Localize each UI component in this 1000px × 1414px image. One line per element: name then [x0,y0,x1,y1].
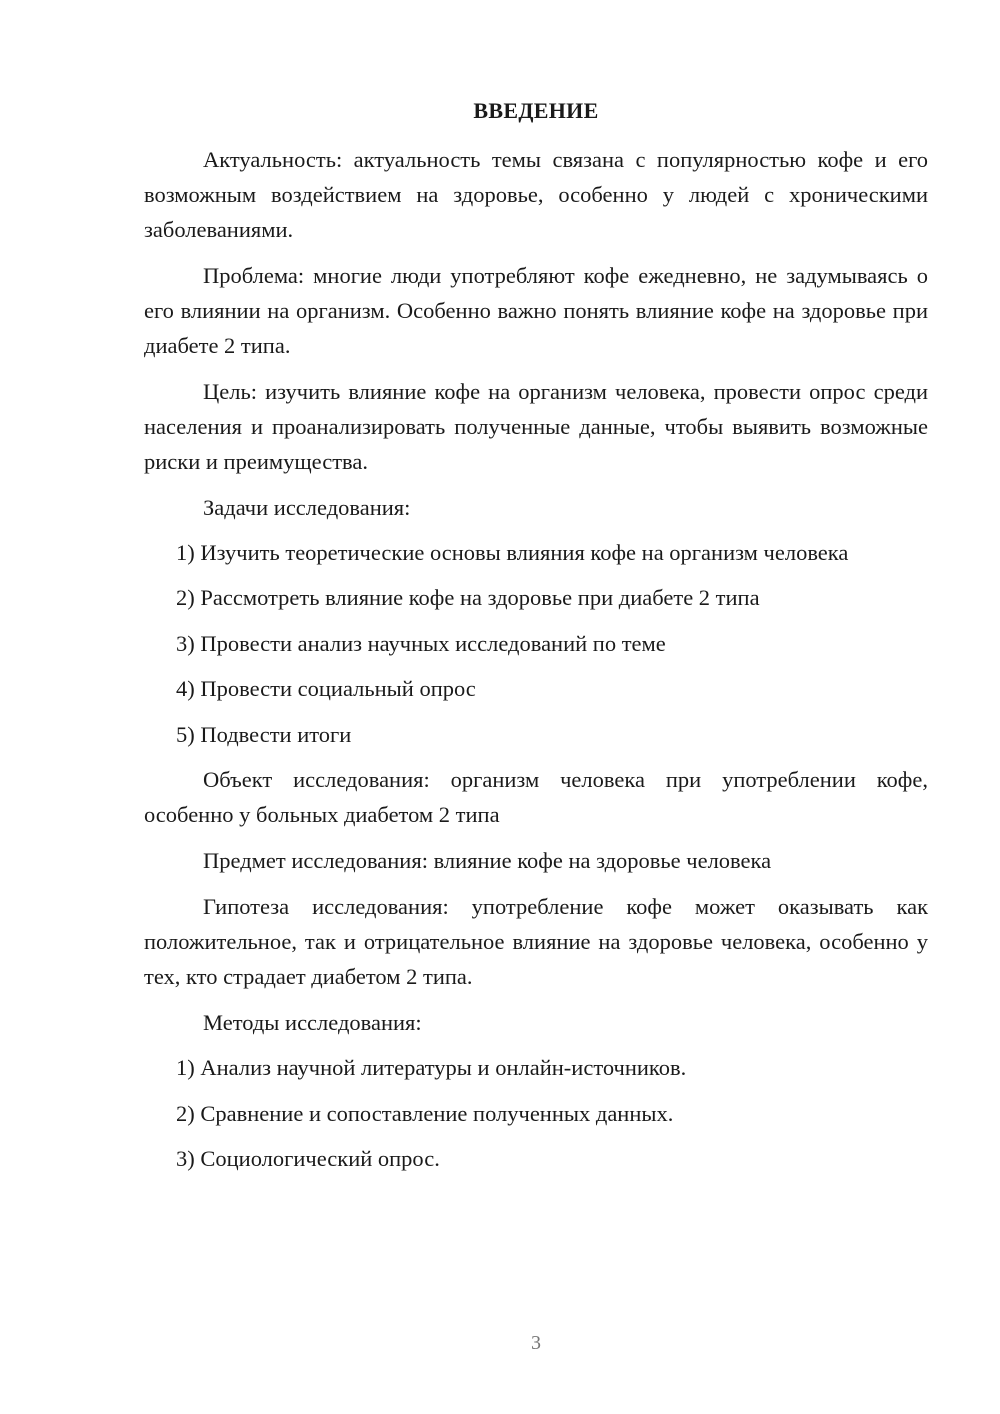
problem-paragraph: Проблема: многие люди употребляют кофе ежедневно, не задумываясь о его влиянии на организм. Особенно важно понять влияние кофе на здоровье при диабете 2 типа. [144,263,928,358]
task-item-2: 2) Рассмотреть влияние кофе на здоровье при диабете 2 типа [176,585,760,610]
object-paragraph: Объект исследования: организм человека при употреблении кофе, особенно у больных диабетом 2 типа [144,767,928,827]
hypothesis-paragraph: Гипотеза исследования: употребление кофе может оказывать как положительное, так и отрицательное влияние на здоровье человека, особенно у тех, кто страдает диабетом 2 типа. [144,894,928,989]
goal-paragraph: Цель: изучить влияние кофе на организм человека, провести опрос среди населения и проанализировать полученные данные, чтобы выявить возможные риски и преимущества. [144,379,928,474]
method-item-2: 2) Сравнение и сопоставление полученных данных. [176,1101,674,1126]
method-item-1: 1) Анализ научной литературы и онлайн-источников. [176,1055,687,1080]
task-item-1: 1) Изучить теоретические основы влияния кофе на организм человека [176,540,849,565]
subject-paragraph: Предмет исследования: влияние кофе на здоровье человека [203,848,772,873]
tasks-heading: Задачи исследования: [203,495,411,520]
page-title: ВВЕДЕНИЕ [473,98,599,123]
task-item-3: 3) Провести анализ научных исследований по теме [176,631,666,656]
task-item-5: 5) Подвести итоги [176,722,352,747]
task-item-4: 4) Провести социальный опрос [176,676,476,701]
document-page [144,0,928,1414]
methods-heading: Методы исследования: [203,1010,422,1035]
method-item-3: 3) Социологический опрос. [176,1146,440,1171]
relevance-paragraph: Актуальность: актуальность темы связана с популярностью кофе и его возможным воздействием на здоровье, особенно у людей с хроническими заболеваниями. [144,147,928,242]
page-number: 3 [531,1332,541,1354]
